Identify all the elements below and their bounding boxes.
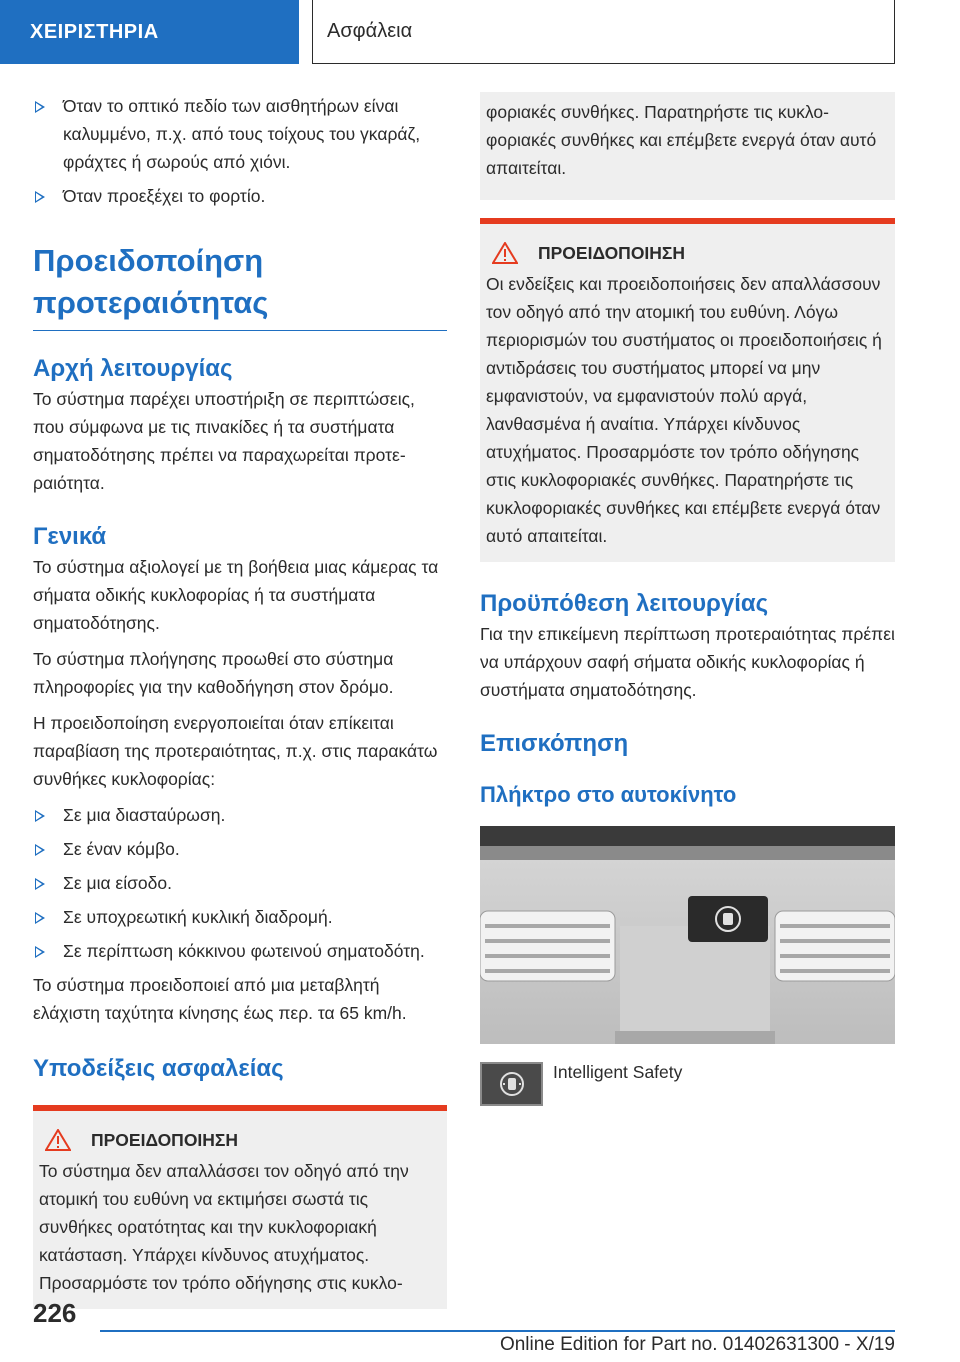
list-item: Όταν το οπτικό πεδίο των αισθητήρων είναι καλυμμένο, π.χ. από τους τοίχους του γκαράζ, φράχτες ή σωρούς από χιόνι. — [33, 92, 447, 176]
warning-box-2 — [480, 218, 895, 562]
list-item: Σε περίπτωση κόκκινου φωτεινού σηματοδότη. — [33, 937, 447, 965]
prerequisite-text: Για την επικείμενη περίπτωση προτεραιότητας πρέπει να υπάρχουν σαφή σήματα οδικής κυκλοφορίας ή συστήματα σηματοδότησης. — [480, 624, 895, 700]
bullet-triangle-icon — [35, 810, 45, 822]
general-heading: Γενικά — [33, 523, 107, 550]
list-item: Σε έναν κόμβο. — [33, 835, 447, 863]
footer-edition: Online Edition for Part no. 01402631300 - X/19 — [499, 1334, 895, 1355]
warning-text-continuation: φοριακές συνθήκες. Παρατηρήστε τις κυκλοφοριακές συνθήκες και επέμβετε ενεργά όταν αυτό απαιτείται. — [486, 102, 877, 178]
warning-title: ΠΡΟΕΙΔΟΠΟΙΗΣΗ — [39, 1129, 439, 1151]
bullet-triangle-icon — [35, 878, 45, 890]
principle-text: Το σύστημα παρέχει υποστήριξη σε περιπτώσεις, που σύμφωνα με τις πινακίδες ή τα συστήματα σηματοδότησης πρέπει να παραχωρείται προτεραιότητα. — [33, 389, 415, 493]
button-heading: Πλήκτρο στο αυτοκίνητο — [480, 782, 737, 807]
general-paragraph-4: Το σύστημα προειδοποιεί από μια μεταβλητή ελάχιστη ταχύτητα κίνησης έως περ. τα 65 km/h. — [33, 975, 407, 1023]
chapter-tab — [0, 0, 299, 64]
list-item: Σε μια διασταύρωση. — [33, 801, 447, 829]
chapter-title: ΧΕΙΡΙΣΤΗΡΙΑ — [30, 20, 159, 43]
car-dashboard-photo — [480, 826, 895, 1044]
bullet-triangle-icon — [35, 946, 45, 958]
general-paragraph-1: Το σύστημα αξιολογεί με τη βοήθεια μιας κάμερας τα σήματα οδικής κυκλοφορίας ή τα συστήματα σηματοδότησης. — [33, 557, 439, 633]
warning-text: Το σύστημα δεν απαλλάσσει τον οδηγό από την ατομική του ευθύνη να εκτιμήσει σωστά τις συνθήκες ορατότητας και την κυκλοφοριακή κατάσταση. Υπάρχει κίνδυνος ατυχήματος. Προσαρμόστε τον τρόπο οδήγησης στις κυκλο- — [39, 1161, 409, 1293]
list-item: Σε μια είσοδο. — [33, 869, 447, 897]
bullet-triangle-icon — [35, 912, 45, 924]
left-column — [33, 92, 447, 1309]
section-title: Ασφάλεια — [327, 20, 413, 42]
bullet-triangle-icon — [35, 844, 45, 856]
footer-divider — [100, 1330, 895, 1332]
button-legend — [480, 1062, 895, 1106]
warning-text: Οι ενδείξεις και προειδοποιήσεις δεν απαλλάσσουν τον οδηγό από την ατομική του ευθύνη. Λόγω περιορισμών του συστήματος οι προειδοποιήσεις ή αντιδράσεις του συστήματος μπορεί να μην εμφανιστούν, να εμφανιστούν πολύ αργά, λανθασμένα ή αναίτια. Υπάρχει κίνδυνος ατυχήματος. Προσαρμόστε τον τρόπο οδήγησης στις κυκλοφοριακές συνθήκες. Παρατηρήστε τις κυκλοφοριακές συνθήκες και επέμβετε ενεργά όταν αυτό απαιτείται. — [486, 274, 882, 546]
warning-title: ΠΡΟΕΙΔΟΠΟΙΗΣΗ — [486, 242, 887, 264]
section-header — [312, 0, 895, 64]
principle-heading: Αρχή λειτουργίας — [33, 355, 233, 382]
general-paragraph-2: Το σύστημα πλοήγησης προωθεί στο σύστημα πληροφορίες για την καθοδήγηση στον δρόμο. — [33, 649, 394, 697]
warning-triangle-icon — [492, 242, 518, 264]
page-number: 226 — [33, 1298, 77, 1328]
list-item: Όταν προεξέχει το φορτίο. — [33, 182, 447, 210]
safety-heading: Υποδείξεις ασφαλείας — [33, 1055, 284, 1082]
intelligent-safety-icon — [480, 1062, 543, 1106]
general-paragraph-3: Η προειδοποίηση ενεργοποιείται όταν επίκειται παραβίαση της προτεραιότητας, π.χ. στις παρακάτω συνθήκες κυκλοφορίας: — [33, 713, 438, 789]
page-title: Προειδοποίηση προτεραιότητας — [33, 240, 447, 331]
dashboard-image — [480, 826, 895, 1044]
prerequisite-heading: Προϋπόθεση λειτουργίας — [480, 590, 769, 617]
warning-triangle-icon — [45, 1129, 71, 1151]
button-label: Intelligent Safety — [553, 1062, 683, 1082]
overview-heading: Επισκόπηση — [480, 730, 629, 757]
bullet-triangle-icon — [35, 101, 45, 113]
warning-box-continuation — [480, 92, 895, 200]
warning-box-1 — [33, 1105, 447, 1309]
bullet-triangle-icon — [35, 191, 45, 203]
list-item: Σε υποχρεωτική κυκλική διαδρομή. — [33, 903, 447, 931]
right-column — [480, 92, 895, 1106]
